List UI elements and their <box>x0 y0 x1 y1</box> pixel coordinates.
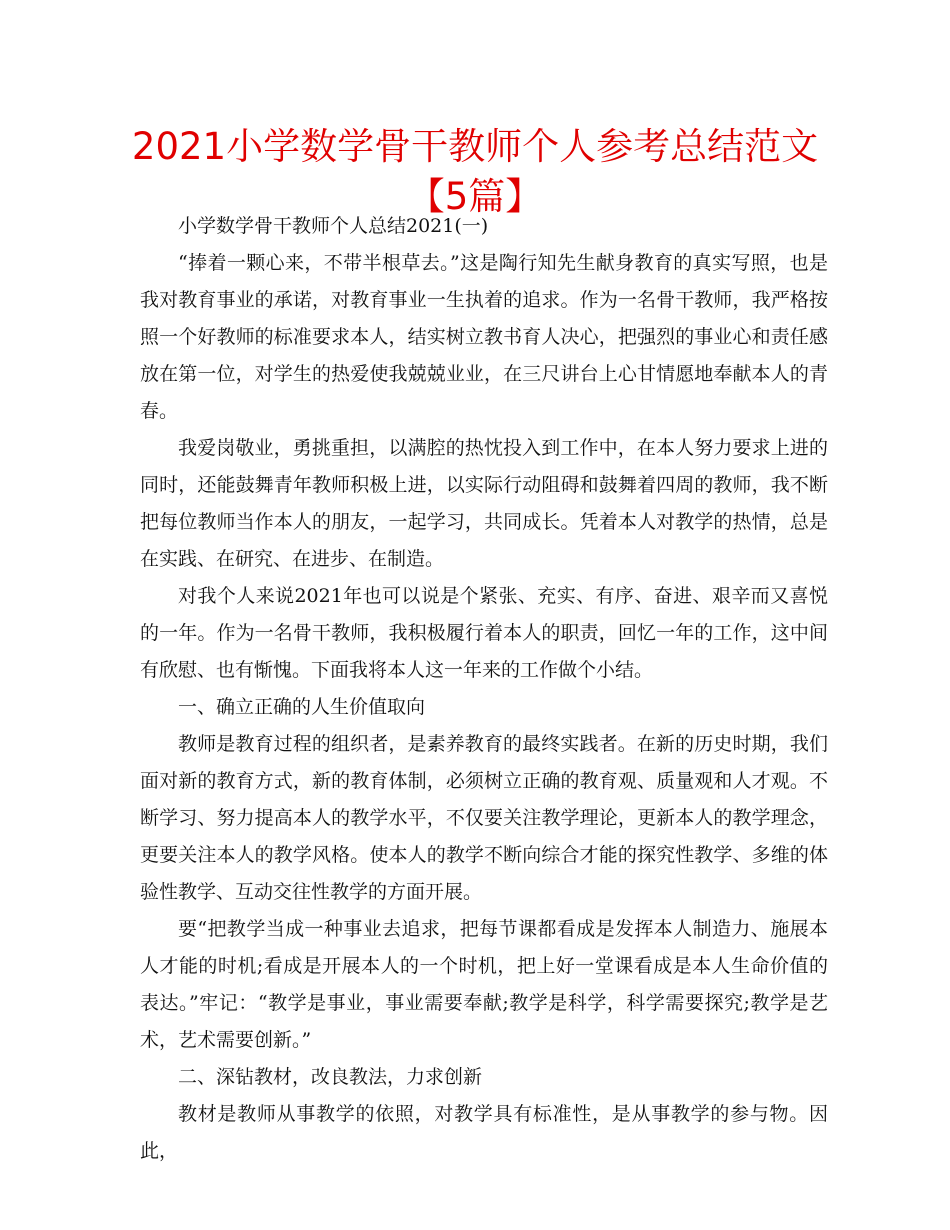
paragraph: 我爱岗敬业，勇挑重担，以满腔的热忱投入到工作中，在本人努力要求上进的同时，还能鼓舞青年教师积极上进，以实际行动阻碍和鼓舞着四周的教师，我不断把每位教师当作本人的朋友，一起学习，共同成长。凭着本人对教学的热情，总是在实践、在研究、在进步、在制造。 <box>140 437 828 570</box>
section-heading: 小学数学骨干教师个人总结2021(一) <box>178 215 489 237</box>
paragraph: 教材是教师从事教学的依照，对教学具有标准性，是从事教学的参与物。因此， <box>140 1103 828 1162</box>
paragraph: “捧着一颗心来，不带半根草去。”这是陶行知先生献身教育的真实写照，也是我对教育事业的承诺，对教育事业一生执着的追求。作为一名骨干教师，我严格按照一个好教师的标准要求本人，结实树立教书育人决心，把强烈的事业心和责任感放在第一位，对学生的热爱使我兢兢业业，在三尺讲台上心甘情愿地奉献本人的青春。 <box>140 252 828 422</box>
document-body <box>140 208 828 1170</box>
section-heading: 一、确立正确的人生价值取向 <box>178 696 426 718</box>
section-heading: 二、深钻教材，改良教法，力求创新 <box>178 1066 483 1088</box>
paragraph: 教师是教育过程的组织者，是素养教育的最终实践者。在新的历史时期，我们面对新的教育方式，新的教育体制，必须树立正确的教育观、质量观和人才观。不断学习、努力提高本人的教学水平，不仅要关注教学理论，更新本人的教学理念，更要关注本人的教学风格。使本人的教学不断向综合才能的探究性教学、多维的体验性教学、互动交往性教学的方面开展。 <box>140 733 828 903</box>
paragraph: 对我个人来说2021年也可以说是个紧张、充实、有序、奋进、艰辛而又喜悦的一年。作为一名骨干教师，我积极履行着本人的职责，回忆一年的工作，这中间有欣慰、也有惭愧。下面我将本人这一年来的工作做个小结。 <box>140 585 828 681</box>
paragraph: 要“把教学当成一种事业去追求，把每节课都看成是发挥本人制造力、施展本人才能的时机;看成是开展本人的一个时机，把上好一堂课看成是本人生命价值的表达。”牢记：“教学是事业，事业需要奉献;教学是科学，科学需要探究;教学是艺术，艺术需要创新。” <box>140 918 828 1051</box>
document-title: 2021小学数学骨干教师个人参考总结范文【5篇】 <box>131 125 819 218</box>
